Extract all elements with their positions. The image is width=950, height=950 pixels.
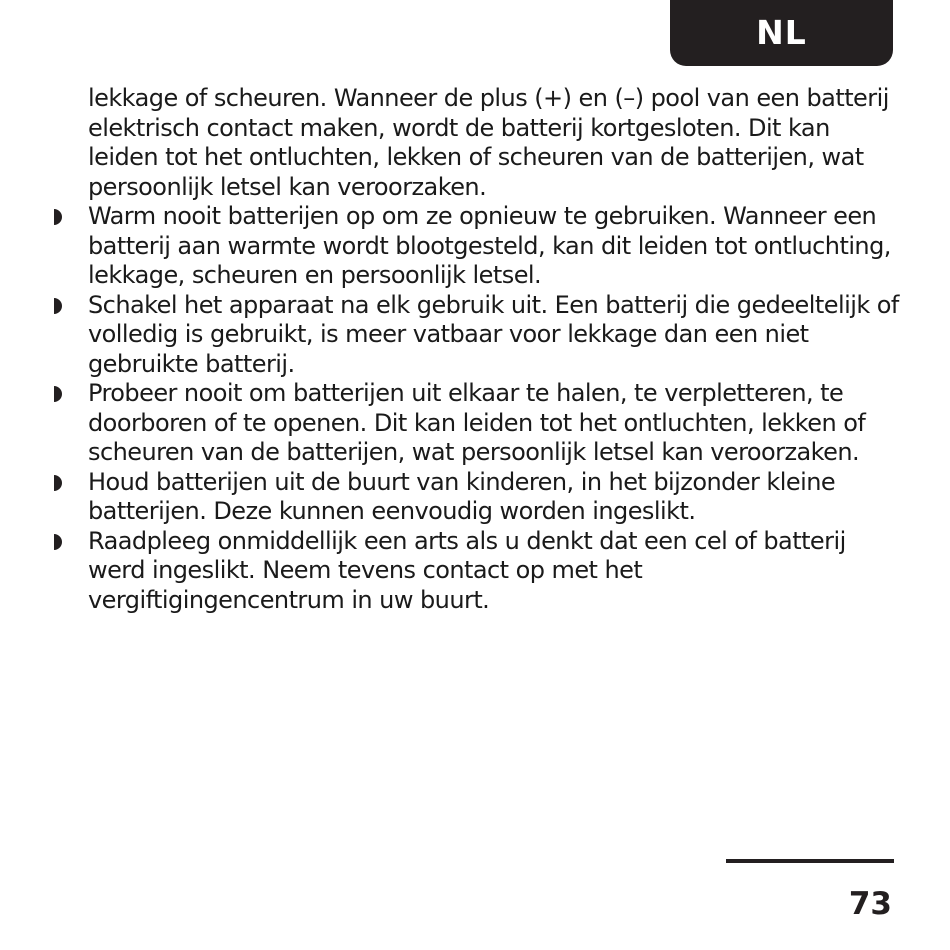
language-tab: NL <box>670 0 893 66</box>
footer-rule <box>726 859 894 863</box>
half-circle-bullet-icon <box>54 386 64 402</box>
page-number: 73 <box>848 886 892 922</box>
bullet-text: Houd batterijen uit de buurt van kinderen, in het bijzonder kleine batterijen. Deze kunnen eenvoudig worden ingeslikt. <box>88 467 836 525</box>
half-circle-bullet-icon <box>54 534 64 550</box>
half-circle-bullet-icon <box>54 298 64 314</box>
bullet-text: Raadpleeg onmiddellijk een arts als u denkt dat een cel of batterij werd ingeslikt. Neem tevens contact op met het vergiftigingencentrum in uw buurt. <box>88 526 846 614</box>
bullet-item <box>52 379 902 468</box>
half-circle-bullet-icon <box>54 209 64 225</box>
safety-instructions <box>52 84 902 615</box>
bullet-text: Probeer nooit om batterijen uit elkaar te halen, te verpletteren, te doorboren of te openen. Dit kan leiden tot het ontluchten, lekken of scheuren van de batterijen, wat persoonlijk letsel kan veroorzaken. <box>88 379 866 466</box>
bullet-item <box>52 202 902 291</box>
bullet-item <box>52 527 902 616</box>
continuation-paragraph: lekkage of scheuren. Wanneer de plus (+) en (–) pool van een batterij elektrisch contact maken, wordt de batterij kortgesloten. Dit kan leiden tot het ontluchten, lekken of scheuren van de batterijen, wat persoonlijk letsel kan veroorzaken. <box>88 84 889 201</box>
half-circle-bullet-icon <box>54 475 64 491</box>
bullet-item <box>52 468 902 527</box>
bullet-text: Schakel het apparaat na elk gebruik uit. Een batterij die gedeeltelijk of volledig is gebruikt, is meer vatbaar voor lekkage dan een niet gebruikte batterij. <box>88 290 899 378</box>
bullet-item <box>52 291 902 380</box>
bullet-text: Warm nooit batterijen op om ze opnieuw te gebruiken. Wanneer een batterij aan warmte wordt blootgesteld, kan dit leiden tot ontluchting, lekkage, scheuren en persoonlijk letsel. <box>88 202 891 289</box>
